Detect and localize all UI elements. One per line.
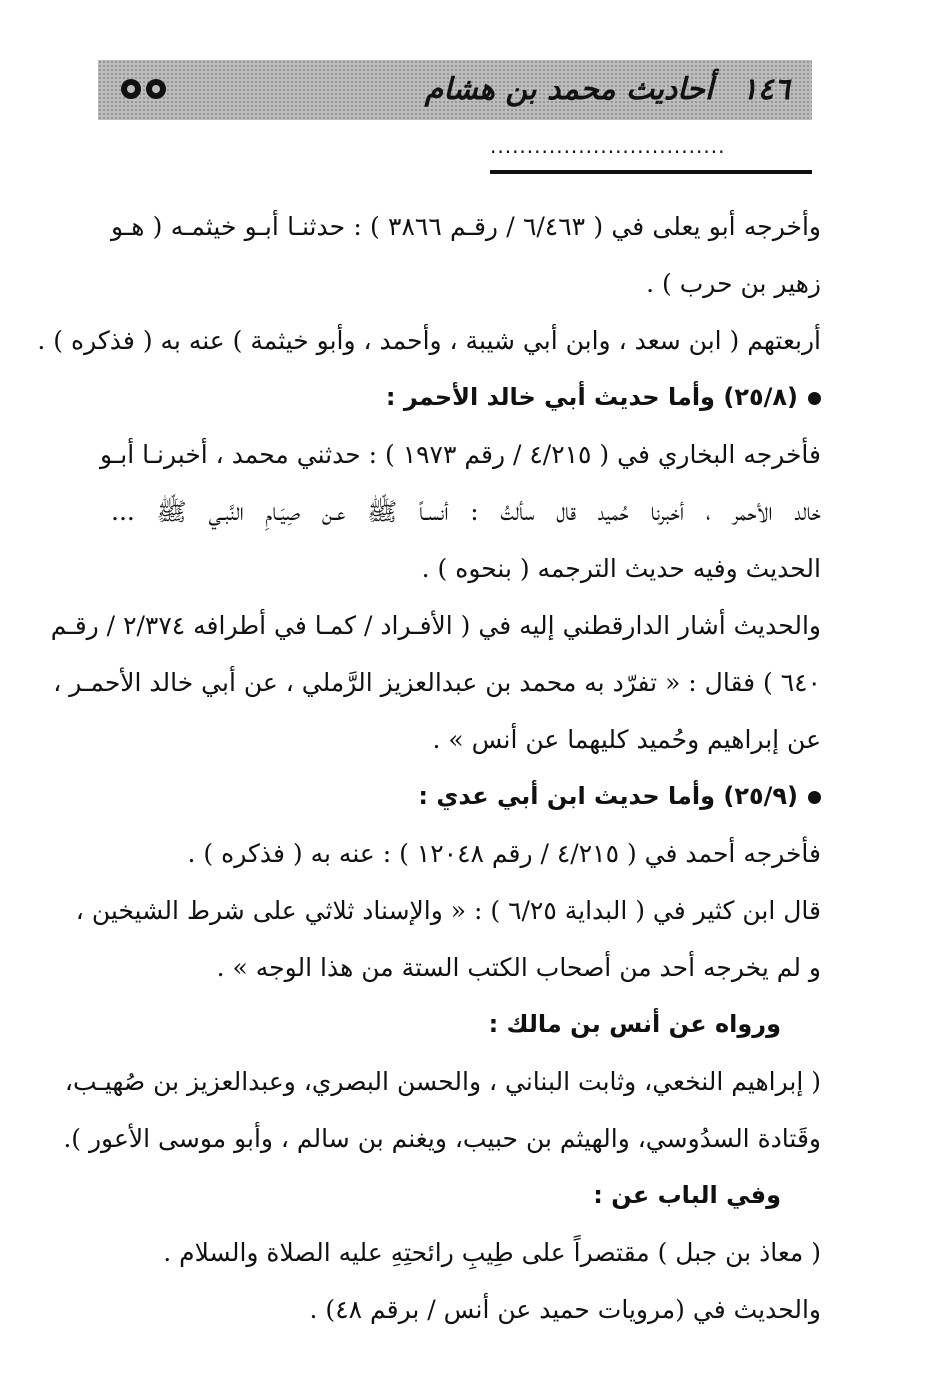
text-line: ٦٤٠ ) فقال : « تفرّد به محمد بن عبدالعزيز الرَّملي ، عن أبي خالد الأحمـر ، [53,668,821,697]
subheading: ورواه عن أنس بن مالك : [488,1010,781,1038]
page-number: ١٤٦ [741,72,790,107]
subheading: وفي الباب عن : [593,1181,781,1209]
text-line: والحديث في (مرويات حميد عن أنس / برقم ٤٨) . [309,1295,821,1324]
text-line: زهير بن حرب ) . [646,269,821,298]
section-heading-text: (٢٥/٩) وأما حديث ابن أبي عدي : [418,782,798,810]
section-heading [111,768,821,825]
section-heading-text: (٢٥/٨) وأما حديث أبي خالد الأحمر : [385,383,798,411]
ornament-icon [118,77,170,101]
solid-divider [490,170,812,174]
text-line: فأخرجه البخاري في ( ٤/٢١٥ / رقم ١٩٧٣ ) : حدثني محمد ، أخبرنـا أبـو [100,440,821,469]
bullet-icon [808,392,821,405]
dotted-divider: ................................ [490,136,726,156]
text-line: فأخرجه أحمد في ( ٤/٢١٥ / رقم ١٢٠٤٨ ) : عنه به ( فذكره ) . [187,839,821,868]
text-line: قال ابن كثير في ( البداية ٦/٢٥ ) : « والإسناد ثلاثي على شرط الشيخين ، [75,896,821,925]
text-line: وأخرجه أبو يعلى في ( ٦/٤٦٣ / رقـم ٣٨٦٦ ) : حدثنـا أبـو خيثمـه ( هـو [111,212,821,241]
text-line: وقَتادة السدُوسي، والهيثم بن حبيب، ويغنم بن سالم ، وأبو موسى الأعور ). [63,1124,821,1153]
page-body [37,198,821,1338]
text-line: ( معاذ بن جبل ) مقتصراً على طِيبِ رائحتِهِ عليه الصلاة والسلام . [163,1238,821,1267]
text-line: عن إبراهيم وحُميد كليهما عن أنس » . [432,725,821,754]
running-header [98,60,812,120]
bullet-icon [808,791,821,804]
text-line: والحديث أشار الدارقطني إليه في ( الأفـراد / كمـا في أطرافه ٢/٣٧٤ / رقـم [50,611,821,640]
text-line: الحديث وفيه حديث الترجمه ( بنحوه ) . [421,554,821,583]
text-line: أربعتهم ( ابن سعد ، وابن أبي شيبة ، وأحمد ، وأبو خيثمة ) عنه به ( فذكره ) . [37,326,821,355]
section-heading [111,369,821,426]
text-line: ( إبراهيم النخعي، وثابت البناني ، والحسن البصري، وعبدالعزيز بن صُهيـب، [64,1067,821,1096]
header-title-row [425,70,790,110]
text-line: و لم يخرجه أحد من أصحاب الكتب الستة من هذا الوجه » . [216,953,821,982]
book-title: أحاديث محمد بن هشام [424,72,714,107]
text-line: خالد الأحمر ، أخبرنا حُميد قال سألتُ : أنسـاً ﷺ عـن صِيَـامِ النَّبـي ﷺ ... [111,497,821,526]
